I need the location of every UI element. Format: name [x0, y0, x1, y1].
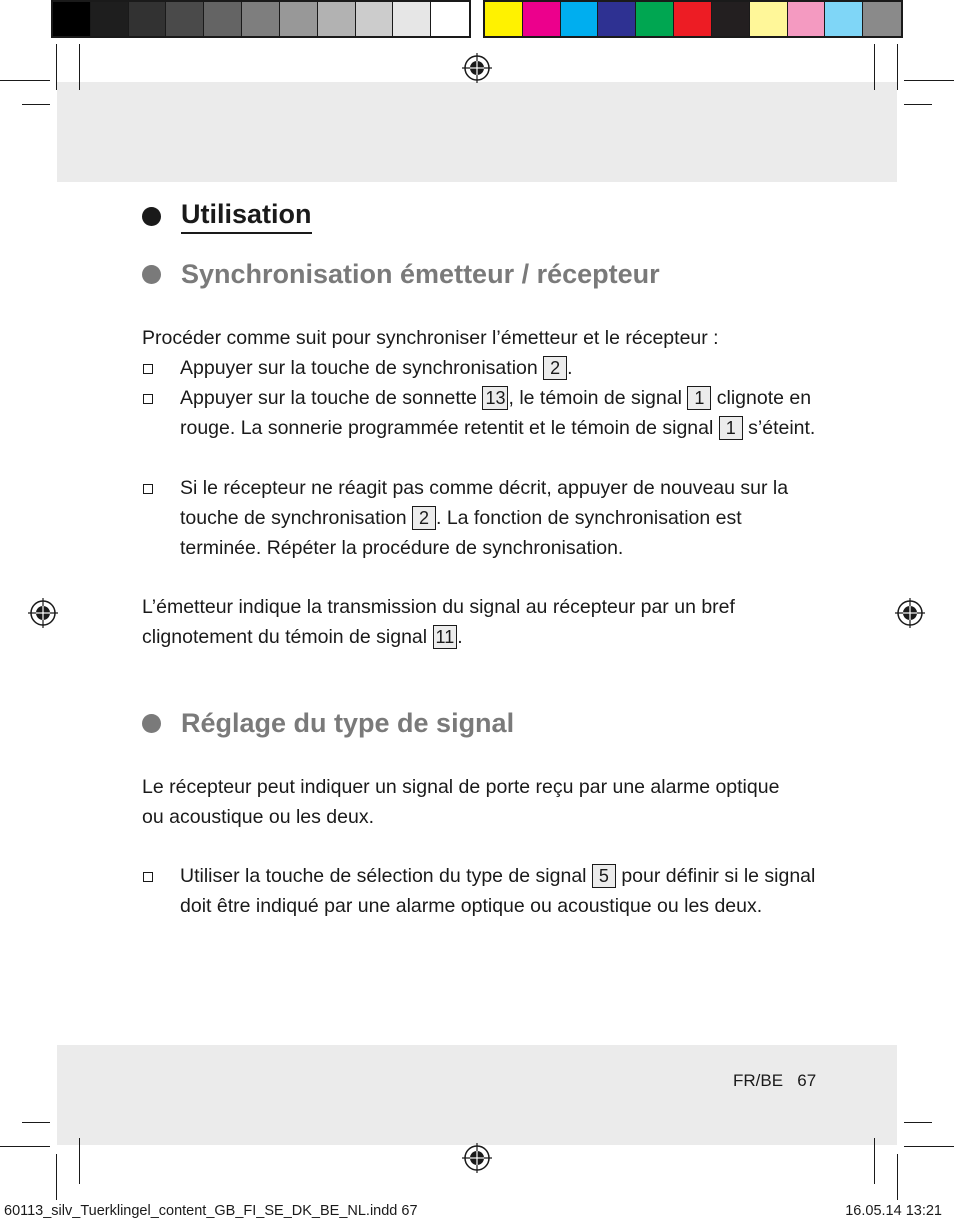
checkbox-bullet-icon — [142, 861, 180, 921]
color-swatch — [523, 2, 561, 36]
reference-number: 2 — [412, 506, 436, 530]
slug-filename: 60113_silv_Tuerklingel_content_GB_FI_SE_DK_BE_NL.indd 67 — [4, 1203, 418, 1219]
color-swatch — [53, 2, 91, 36]
registration-mark-icon — [895, 598, 925, 628]
text-run: Appuyer sur la touche de synchronisation — [180, 357, 544, 379]
crop-mark — [0, 80, 50, 81]
text-run: Utiliser la touche de sélection du type de signal — [180, 865, 592, 887]
color-swatch — [561, 2, 599, 36]
text-run: Appuyer sur la touche de sonnette — [180, 387, 483, 409]
grey-scale-bar — [51, 0, 471, 38]
text-run: . — [567, 357, 573, 379]
footer-lang: FR/BE — [733, 1071, 784, 1090]
bullet-dot-icon — [142, 714, 161, 733]
slug-date: 16.05.14 13:21 — [845, 1203, 942, 1219]
color-swatch — [674, 2, 712, 36]
crop-mark — [874, 44, 875, 90]
list-item-text — [180, 383, 822, 443]
checkbox-bullet-icon — [142, 353, 180, 385]
page-number: 67 — [797, 1071, 817, 1090]
crop-mark — [897, 44, 898, 90]
color-scale-bar — [483, 0, 903, 38]
main-heading-underline — [181, 199, 312, 234]
color-swatch — [393, 2, 431, 36]
list-item — [142, 473, 822, 563]
crop-mark — [22, 1122, 50, 1123]
text-run: pour définir si le signal doit être indiqué par une alarme optique ou acoustique ou les deux. — [180, 865, 816, 917]
color-swatch — [129, 2, 167, 36]
crop-mark — [904, 1122, 932, 1123]
text-run: . — [457, 626, 463, 648]
reference-number: 5 — [592, 864, 616, 888]
list-item — [142, 353, 822, 385]
text-run: L’émetteur indique la transmission du signal au récepteur par un bref clignotement du témoin de signal — [142, 596, 735, 648]
reference-number: 11 — [433, 625, 458, 649]
color-swatch — [204, 2, 242, 36]
page-footer — [733, 1071, 816, 1091]
color-swatch — [91, 2, 129, 36]
crop-mark — [897, 1154, 898, 1200]
checkbox-bullet-icon — [142, 473, 180, 563]
color-swatch — [825, 2, 863, 36]
crop-mark — [904, 104, 932, 105]
color-swatch — [750, 2, 788, 36]
color-swatch — [485, 2, 523, 36]
color-swatch — [863, 2, 901, 36]
crop-mark — [56, 44, 57, 90]
list-item — [142, 861, 822, 921]
reference-number: 1 — [719, 416, 743, 440]
list-item-text — [180, 353, 822, 385]
text-run: Si le récepteur ne réagit pas comme décrit, appuyer de nouveau sur la touche de synchronisation — [180, 477, 789, 529]
section1-title: Synchronisation émetteur / récepteur — [181, 259, 660, 289]
registration-mark-icon — [462, 53, 492, 83]
color-swatch — [166, 2, 204, 36]
bullet-dot-icon — [142, 207, 161, 226]
footer-band — [57, 1045, 897, 1145]
text-run: . La fonction de synchronisation est terminée. Répéter la procédure de synchronisation. — [180, 507, 742, 559]
bullet-dot-icon — [142, 265, 161, 284]
list-item — [142, 383, 822, 443]
color-swatch — [356, 2, 394, 36]
reference-number: 1 — [687, 386, 711, 410]
registration-mark-icon — [28, 598, 58, 628]
section2-intro: Le récepteur peut indiquer un signal de porte reçu par une alarme optique ou acoustique ou les deux. — [142, 776, 780, 828]
main-heading-text: Utilisation — [181, 199, 312, 229]
crop-mark — [79, 44, 80, 90]
crop-mark — [79, 1138, 80, 1184]
color-swatch — [712, 2, 750, 36]
header-band — [57, 82, 897, 182]
crop-mark — [904, 80, 954, 81]
section1-note — [142, 592, 822, 652]
reference-number: 2 — [543, 356, 567, 380]
main-heading — [142, 199, 312, 234]
color-swatch — [318, 2, 356, 36]
crop-mark — [904, 1146, 954, 1147]
color-swatch — [598, 2, 636, 36]
text-run: s’éteint. — [742, 417, 816, 439]
crop-mark — [56, 1154, 57, 1200]
crop-mark — [22, 104, 50, 105]
crop-mark — [0, 1146, 50, 1147]
text-run: , le témoin de signal — [508, 387, 688, 409]
text-run: clignote en rouge. La sonnerie programmée retentit et le témoin de signal — [180, 387, 812, 439]
reference-number: 13 — [482, 386, 508, 410]
checkbox-bullet-icon — [142, 383, 180, 443]
list-item-text — [180, 473, 822, 563]
section1-intro: Procéder comme suit pour synchroniser l’émetteur et le récepteur : — [142, 327, 719, 349]
crop-mark — [874, 1138, 875, 1184]
list-item-text — [180, 861, 822, 921]
color-swatch — [788, 2, 826, 36]
color-swatch — [636, 2, 674, 36]
section1-heading — [142, 259, 660, 290]
color-swatch — [242, 2, 280, 36]
color-swatch — [280, 2, 318, 36]
section2-heading — [142, 708, 514, 739]
color-swatch — [431, 2, 469, 36]
registration-mark-icon — [462, 1143, 492, 1173]
section2-title: Réglage du type de signal — [181, 708, 515, 738]
